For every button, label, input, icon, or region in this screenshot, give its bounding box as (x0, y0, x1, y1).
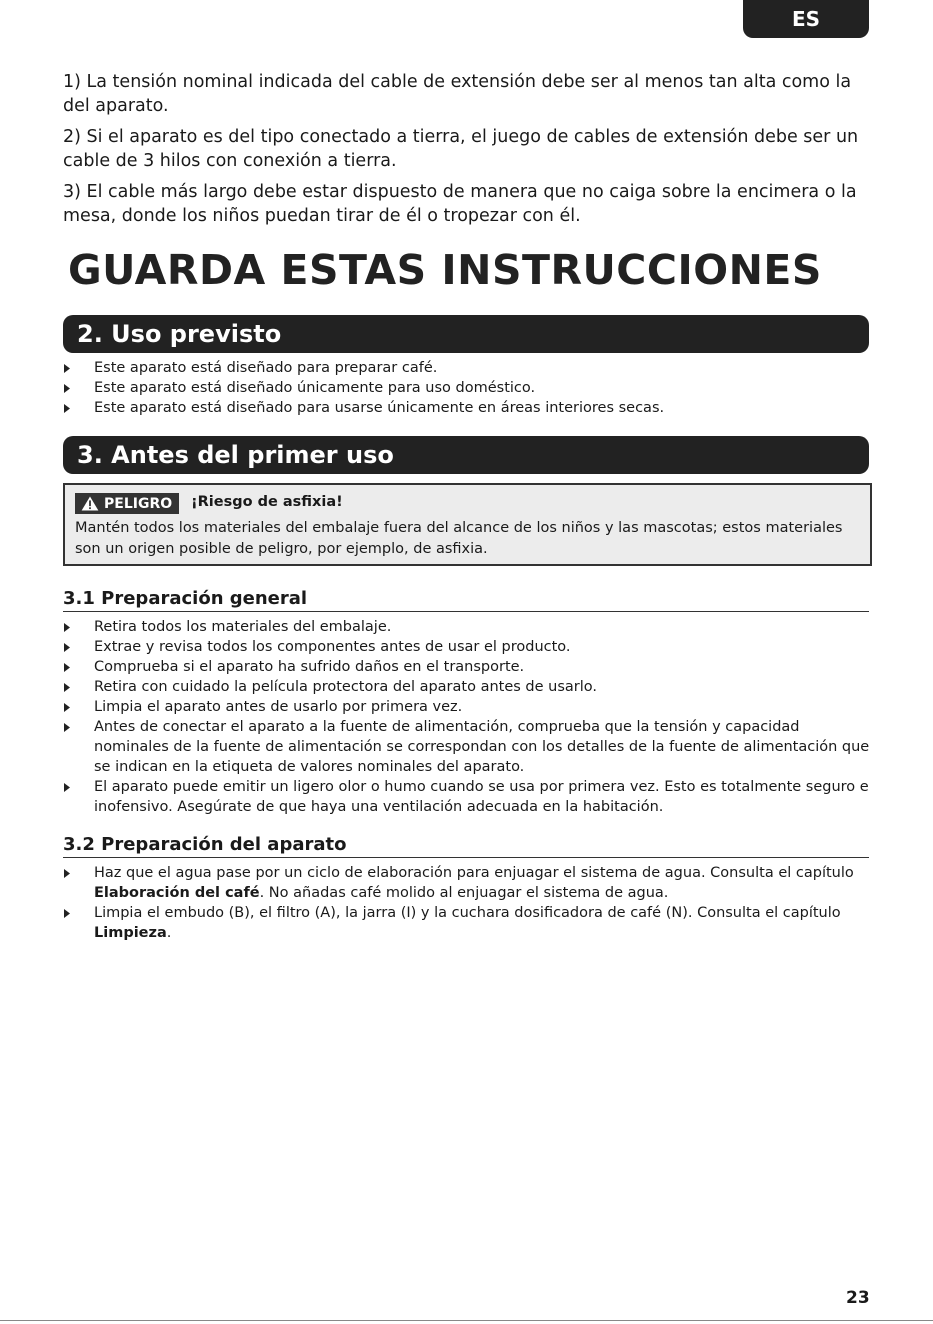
list-item: Este aparato está diseñado para preparar café. (63, 358, 871, 378)
list-item: Extrae y revisa todos los componentes antes de usar el producto. (63, 637, 871, 657)
section-3-header: 3. Antes del primer uso (63, 436, 869, 474)
list-item: Antes de conectar el aparato a la fuente de alimentación, comprueba que la tensión y capacidad nominales de la fuente de alimentación se correspondan con los detalles de la fuente de alimentación que se indican en la etiqueta de valores nominales del aparato. (63, 717, 871, 777)
bullet-icon (64, 703, 70, 712)
section-2-header: 2. Uso previsto (63, 315, 869, 353)
bullet-icon (64, 909, 70, 918)
bullet-icon (64, 404, 70, 413)
extension-cord-notes (63, 70, 871, 235)
bullet-icon (64, 683, 70, 692)
intro-paragraph-3: 3) El cable más largo debe estar dispuesto de manera que no caiga sobre la encimera o la mesa, donde los niños puedan tirar de él o tropezar con él. (63, 182, 857, 226)
subsection-3-1-title: 3.1 Preparación general (63, 588, 869, 612)
page-number: 23 (846, 1288, 870, 1308)
list-item: El aparato puede emitir un ligero olor o humo cuando se usa por primera vez. Esto es totalmente seguro e inofensivo. Asegúrate de que haya una ventilación adecuada en la habitación. (63, 777, 871, 817)
bullet-icon (64, 783, 70, 792)
bottom-divider (0, 1320, 933, 1321)
warning-triangle-icon (81, 496, 99, 511)
list-item: Este aparato está diseñado para usarse únicamente en áreas interiores secas. (63, 398, 871, 418)
chapter-reference: Limpieza (94, 925, 167, 941)
bullet-icon (64, 364, 70, 373)
list-item: Retira con cuidado la película protectora del aparato antes de usarlo. (63, 677, 871, 697)
section-2-list (63, 358, 871, 418)
subsection-3-2-title: 3.2 Preparación del aparato (63, 834, 869, 858)
list-item: Este aparato está diseñado únicamente para uso doméstico. (63, 378, 871, 398)
bullet-icon (64, 643, 70, 652)
bullet-icon (64, 384, 70, 393)
danger-badge-label: PELIGRO (104, 495, 173, 512)
bullet-icon (64, 623, 70, 632)
subsection-3-2-list (63, 863, 871, 943)
danger-warning-box (63, 483, 872, 566)
bullet-icon (64, 723, 70, 732)
list-item: Haz que el agua pase por un ciclo de elaboración para enjuagar el sistema de agua. Consulta el capítulo Elaboración del café. No añadas café molido al enjuagar el sistema de agua. (63, 863, 871, 903)
list-item: Limpia el embudo (B), el filtro (A), la jarra (I) y la cuchara dosificadora de café (N). Consulta el capítulo Limpieza. (63, 903, 871, 943)
bullet-icon (64, 869, 70, 878)
list-item: Comprueba si el aparato ha sufrido daños en el transporte. (63, 657, 871, 677)
warning-body: Mantén todos los materiales del embalaje fuera del alcance de los niños y las mascotas; estos materiales son un origen posible de peligro, por ejemplo, de asfixia. (75, 520, 843, 557)
warning-heading: ¡Riesgo de asfixia! (191, 494, 343, 510)
subsection-3-1-list (63, 617, 871, 817)
list-item: Limpia el aparato antes de usarlo por primera vez. (63, 697, 871, 717)
chapter-reference: Elaboración del café (94, 885, 260, 901)
page-title: GUARDA ESTAS INSTRUCCIONES (68, 246, 822, 294)
list-item: Retira todos los materiales del embalaje. (63, 617, 871, 637)
intro-paragraph-1: 1) La tensión nominal indicada del cable de extensión debe ser al menos tan alta como la del aparato. (63, 72, 852, 116)
intro-paragraph-2: 2) Si el aparato es del tipo conectado a tierra, el juego de cables de extensión debe ser un cable de 3 hilos con conexión a tierra. (63, 127, 859, 171)
danger-badge (75, 493, 179, 514)
language-tab: ES (743, 0, 869, 38)
bullet-icon (64, 663, 70, 672)
